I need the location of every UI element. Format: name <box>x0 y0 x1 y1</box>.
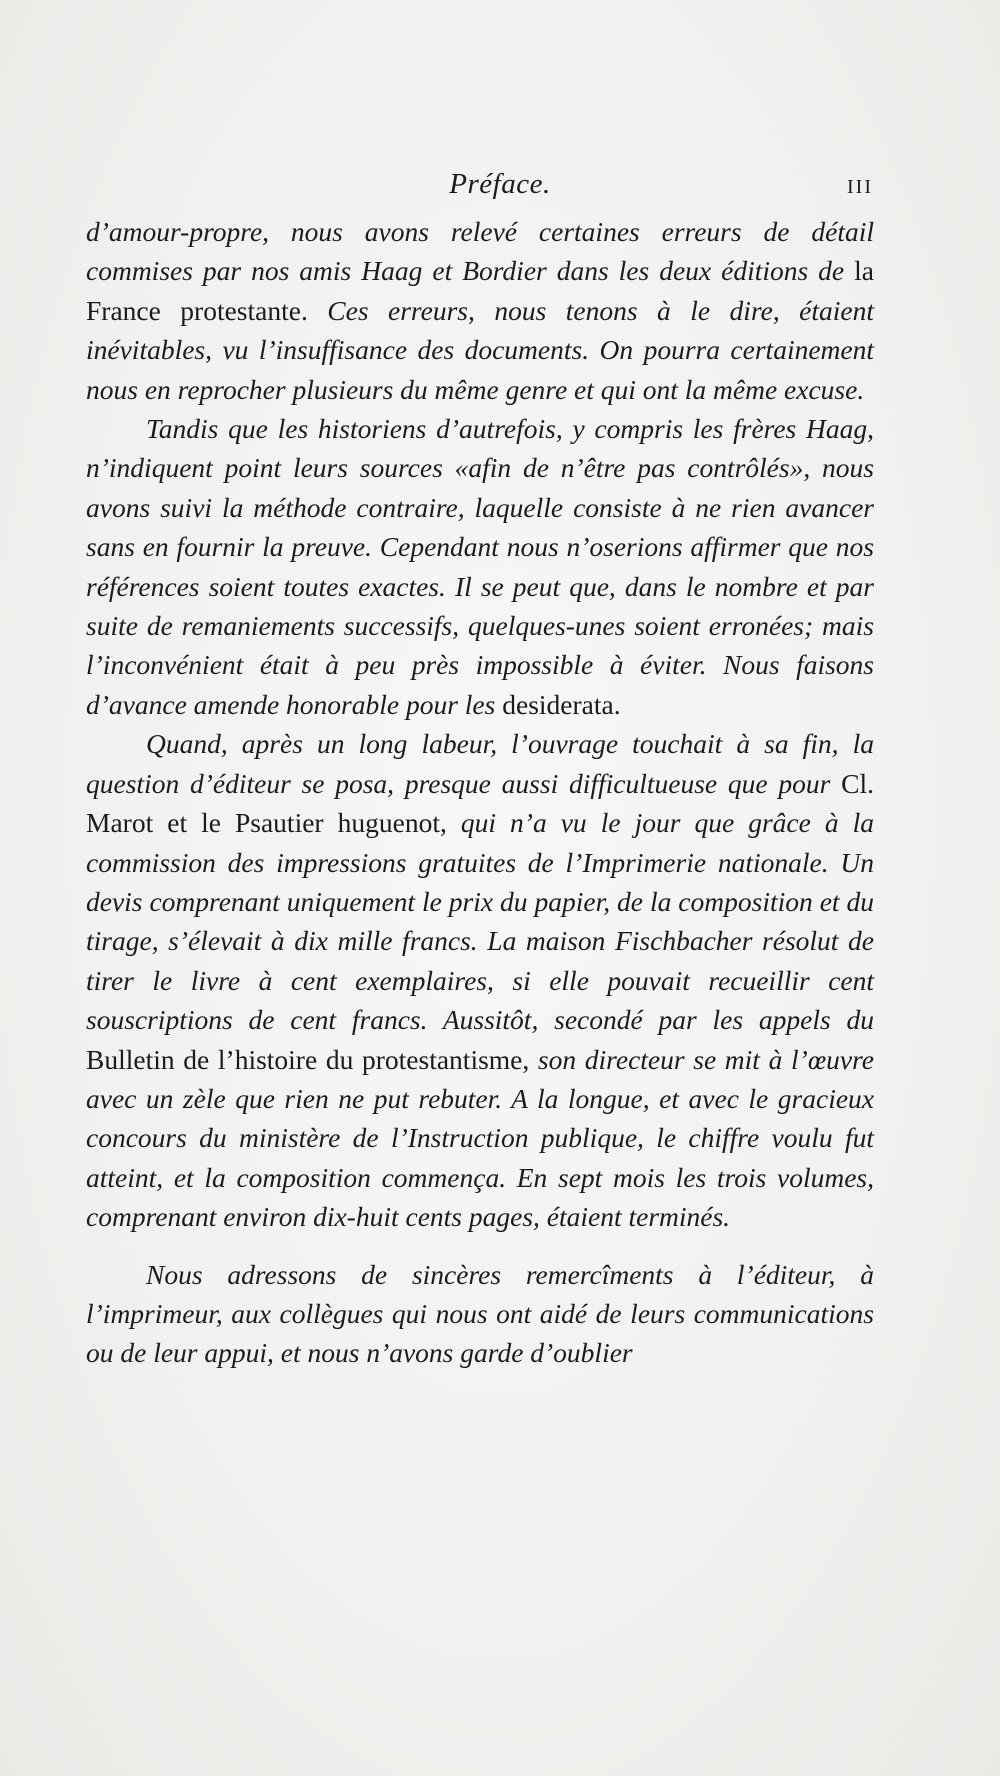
paragraph-3 <box>86 724 874 1236</box>
running-head <box>0 168 1000 208</box>
body-text <box>86 212 874 1373</box>
paragraph-1-text-a: d’amour-propre, nous avons relevé certaines erreurs de détail commises par nos amis Haag et Bordier dans les deux éditions de <box>86 216 874 287</box>
paragraph-2 <box>86 409 874 724</box>
term-desiderata: desiderata. <box>502 688 621 720</box>
paragraph-4 <box>86 1255 874 1373</box>
paragraph-4-text-a: Nous adressons de sincères remercîments à l’éditeur, à l’imprimeur, aux collègues qui nous ont aidé de leurs communications ou de leur appui, et nous n’avons garde d’oublier <box>86 1258 874 1369</box>
book-title-marot-psautier: Cl. Marot et le Psautier huguenot, <box>86 767 874 839</box>
page-number: III <box>847 176 873 198</box>
book-title-france-protestante: la France protestante. <box>86 255 874 326</box>
paragraph-3-text-c: son directeur se mit à l’œuvre avec un zèle que rien ne put rebuter. A la longue, et avec le gracieux concours du ministère de l’Instruction publique, le chiffre voulu fut atteint, et la composition commença. En sept mois les trois volumes, comprenant environ dix-huit cents pages, étaient terminés. <box>86 1043 875 1233</box>
running-title: Préface. <box>449 168 551 200</box>
paragraph-2-text-a: Tandis que les historiens d’autrefois, y compris les frères Haag, n’indiquent point leurs sources «afin de n’être pas contrôlés», nous avons suivi la méthode contraire, laquelle consiste à ne rien avancer sans en fournir la preuve. Cependant nous n’oserions affirmer que nos références soient toutes exactes. Il se peut que, dans le nombre et par suite de remaniements successifs, quelques-unes soient erronées; mais l’inconvénient était à peu près impossible à éviter. Nous faisons d’avance amende honorable pour les <box>86 413 874 720</box>
paragraph-3-text-a: Quand, après un long labeur, l’ouvrage touchait à sa fin, la question d’éditeur se posa, presque aussi difficultueuse que pour <box>86 728 874 799</box>
paragraph-1 <box>86 212 874 409</box>
paragraph-3-text-b: qui n’a vu le jour que grâce à la commission des impressions gratuites de l’Imprimerie nationale. Un devis comprenant uniquement le prix du papier, de la composition et du tirage, s’élevait à dix mille francs. La maison Fischbacher résolut de tirer le livre à cent exemplaires, si elle pouvait recueillir cent souscriptions de cent francs. Aussitôt, secondé par les appels du <box>86 807 875 1036</box>
journal-title-bulletin: Bulletin de l’histoire du protestantisme, <box>86 1043 530 1075</box>
paragraph-1-text-b: Ces erreurs, nous tenons à le dire, étaient inévitables, vu l’insuffisance des documents. On pourra certainement nous en reprocher plusieurs du même genre et qui ont la même excuse. <box>86 294 875 405</box>
